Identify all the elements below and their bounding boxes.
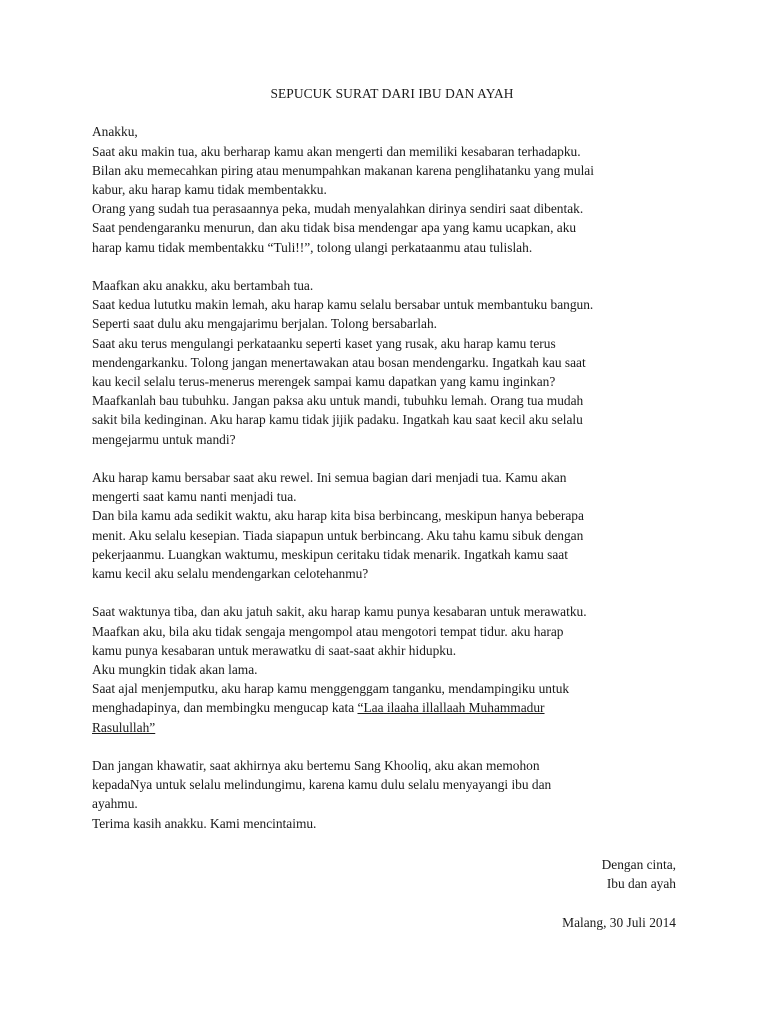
text-line: Dan bila kamu ada sedikit waktu, aku harap kita bisa berbincang, meskipun hanya beberapa [92, 508, 584, 524]
text-line [92, 718, 692, 737]
text-line: Saat aku makin tua, aku berharap kamu akan mengerti dan memiliki kesabaran terhadapku. [92, 143, 581, 159]
text-line: Aku mungkin tidak akan lama. [92, 662, 258, 678]
text-line: kabur, aku harap kamu tidak membentakku. [92, 182, 327, 197]
paragraph-2 [92, 276, 692, 449]
text-line: Saat kedua lututku makin lemah, aku harap kamu selalu bersabar untuk membantuku bangun. [92, 297, 594, 313]
text-segment: menghadapinya, dan membingku mengucap kata [92, 700, 358, 716]
text-line: Maafkanlah bau tubuhku. Jangan paksa aku untuk mandi, tubuhku lemah. Orang tua mudah [92, 393, 584, 409]
paragraph-1 [92, 142, 692, 257]
text-line: Saat waktunya tiba, dan aku jatuh sakit, aku harap kamu punya kesabaran untuk merawatku. [92, 604, 587, 620]
text-line: Saat ajal menjemputku, aku harap kamu menggenggam tanganku, mendampingiku untuk [92, 681, 570, 697]
letter-title: SEPUCUK SURAT DARI IBU DAN AYAH [270, 86, 514, 101]
text-line: Orang yang sudah tua perasaannya peka, mudah menyalahkan dirinya sendiri saat dibentak. [92, 201, 584, 217]
paragraph-gap [92, 449, 692, 468]
text-line [92, 698, 692, 717]
text-line: Maafkan aku, bila aku tidak sengaja mengompol atau mengotori tempat tidur. aku harap [92, 623, 564, 639]
text-line: Terima kasih anakku. Kami mencintaimu. [92, 815, 317, 831]
text-line: mengerti saat kamu nanti menjadi tua. [92, 489, 297, 505]
closing-line: Dengan cinta, [601, 857, 676, 872]
text-line: menit. Aku selalu kesepian. Tiada siapapun untuk berbincang. Aku tahu kamu sibuk dengan [92, 527, 584, 543]
paragraph-gap [92, 737, 692, 756]
text-line: Maafkan aku anakku, aku bertambah tua. [92, 278, 314, 293]
greeting: Anakku, [92, 124, 138, 140]
text-line: kamu punya kesabaran untuk merawatku di saat-saat akhir hidupku. [92, 642, 457, 658]
text-line: Aku harap kamu bersabar saat aku rewel. Ini semua bagian dari menjadi tua. Kamu akan [92, 470, 567, 486]
text-line: harap kamu tidak membentakku “Tuli!!”, tolong ulangi perkataanmu atau tulislah. [92, 239, 533, 255]
text-line: sakit bila kedinginan. Aku harap kamu tidak jijik padaku. Ingatkah kau saat kecil aku selalu [92, 412, 583, 428]
text-line: kepadaNya untuk selalu melindungimu, karena kamu dulu selalu menyayangi ibu dan [92, 777, 552, 793]
signature: Ibu dan ayah [606, 876, 676, 892]
text-line: ayahmu. [92, 796, 138, 812]
text-line: Bilan aku memecahkan piring atau menumpahkan makanan karena penglihatanku yang mulai [92, 162, 594, 178]
text-line: Dan jangan khawatir, saat akhirnya aku bertemu Sang Khooliq, aku akan memohon [92, 758, 540, 774]
letter-body [92, 84, 692, 833]
paragraph-4 [92, 602, 692, 736]
shahada-quote: “Laa ilaaha illallaah Muhammadur [357, 700, 545, 716]
text-line: pekerjaanmu. Luangkan waktumu, meskipun ceritaku tidak menarik. Ingatkah kamu saat [92, 546, 568, 562]
paragraph-gap [92, 257, 692, 276]
paragraph-gap [92, 583, 692, 602]
text-line: mengejarmu untuk mandi? [92, 431, 236, 447]
shahada-quote-end: Rasulullah” [92, 719, 156, 735]
text-line: Seperti saat dulu aku mengajarimu berjalan. Tolong bersabarlah. [92, 316, 437, 332]
text-line: kau kecil selalu terus-menerus merengek sampai kamu dapatkan yang kamu inginkan? [92, 374, 556, 390]
text-line: mendengarkanku. Tolong jangan menertawakan atau bosan mendengarku. Ingatkah kau saat [92, 354, 586, 370]
text-line: Saat aku terus mengulangi perkataanku seperti kaset yang rusak, aku harap kamu terus [92, 335, 556, 351]
text-line: kamu kecil aku selalu mendengarkan celotehanmu? [92, 566, 369, 582]
text-line: Saat pendengaranku menurun, dan aku tidak bisa mendengar apa yang kamu ucapkan, aku [92, 220, 577, 236]
paragraph-5 [92, 756, 692, 833]
closing-signature [602, 855, 676, 893]
paragraph-3 [92, 468, 692, 583]
letter-date: Malang, 30 Juli 2014 [562, 915, 676, 930]
